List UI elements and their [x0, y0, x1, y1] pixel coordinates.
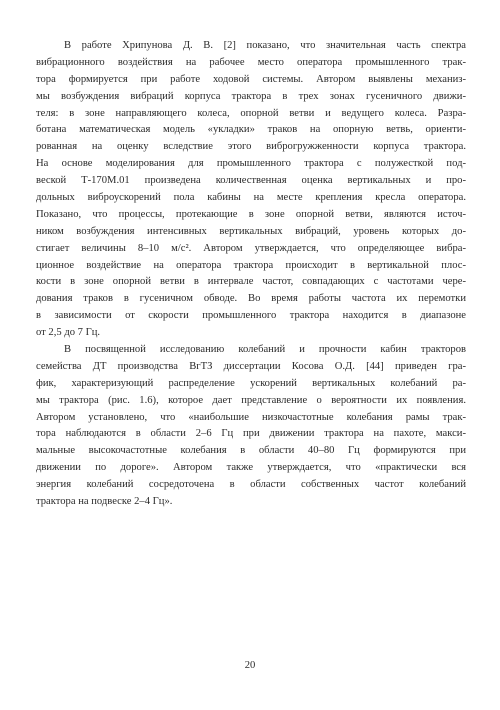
text-line: В посвященной исследованию колебаний и прочности кабин тракторов [64, 344, 466, 356]
text-line: тора наблюдаются в области 2–6 Гц при движении трактора на пахоте, макси- [36, 428, 466, 440]
page-number: 20 [244, 660, 256, 671]
body-text [36, 38, 466, 511]
text-line: от 2,5 до 7 Гц. [36, 327, 101, 339]
text-line: в зависимости от скорости промышленного трактора находится в диапазоне [36, 310, 466, 322]
text-line: мы возбуждения вибраций корпуса трактора в трех зонах гусеничного движи- [36, 90, 466, 102]
text-line: В работе Хрипунова Д. В. [2] показано, что значительная часть спектра [64, 40, 466, 51]
text-line: фик, характеризующий распределение ускорений вертикальных колебаний ра- [36, 377, 466, 389]
text-line: На основе моделирования для промышленного трактора с полужесткой под- [36, 158, 466, 170]
text-line: рованная на оценку вследствие этого виброгружженности корпуса трактора. [36, 141, 466, 153]
text-line: дольных виброускорений пола кабины на месте крепления кресла оператора. [36, 192, 466, 204]
text-line: семейства ДТ производства ВгТЗ диссертации Косова О.Д. [44] приведен гра- [36, 360, 466, 372]
text-line: вибрационного воздействия на рабочее место оператора промышленного трак- [36, 56, 466, 68]
text-line: ботана математическая модель «укладки» траков на опорную ветвь, ориенти- [36, 124, 466, 136]
text-line: мы трактора (рис. 1.6), которое дает представление о вероятности их появления. [36, 394, 466, 406]
text-line: мальные высокочастотные колебания в области 40–80 Гц формируются при [36, 445, 466, 457]
text-line: теля: в зоне направляющего колеса, опорной ветви и ведущего колеса. Разра- [36, 107, 466, 119]
text-line: движении по дороге». Автором также утверждается, что «практически вся [36, 462, 466, 474]
text-line: ником возбуждения интенсивных вертикальных вибраций, уровень которых до- [36, 225, 466, 237]
text-line: стигает величины 8–10 м/с². Автором утверждается, что определяющее вибра- [36, 242, 466, 254]
text-line: дования траков в гусеничном обводе. Во время работы частота их перемотки [36, 293, 466, 305]
text-line: ционное воздействие на оператора трактора происходит в вертикальной плос- [36, 259, 466, 271]
paragraph-1 [36, 38, 466, 342]
text-line: энергия колебаний сосредоточена в области собственных частот колебаний [36, 479, 466, 491]
text-line: кости в зоне опорной ветви в интервале частот, совпадающих с частотами чере- [36, 276, 466, 288]
paragraph-2 [36, 342, 466, 511]
text-line: Показано, что процессы, протекающие в зоне опорной ветви, являются источ- [36, 208, 466, 220]
text-line: Автором установлено, что «наибольшие низкочастотные колебания рамы трак- [36, 411, 466, 423]
text-line: трактора на подвеске 2–4 Гц». [36, 496, 173, 508]
text-line: веской Т-170М.01 произведена количественная оценка вертикальных и про- [36, 175, 466, 187]
text-line: тора формируется при работе ходовой системы. Автором выявлены механиз- [36, 73, 466, 85]
